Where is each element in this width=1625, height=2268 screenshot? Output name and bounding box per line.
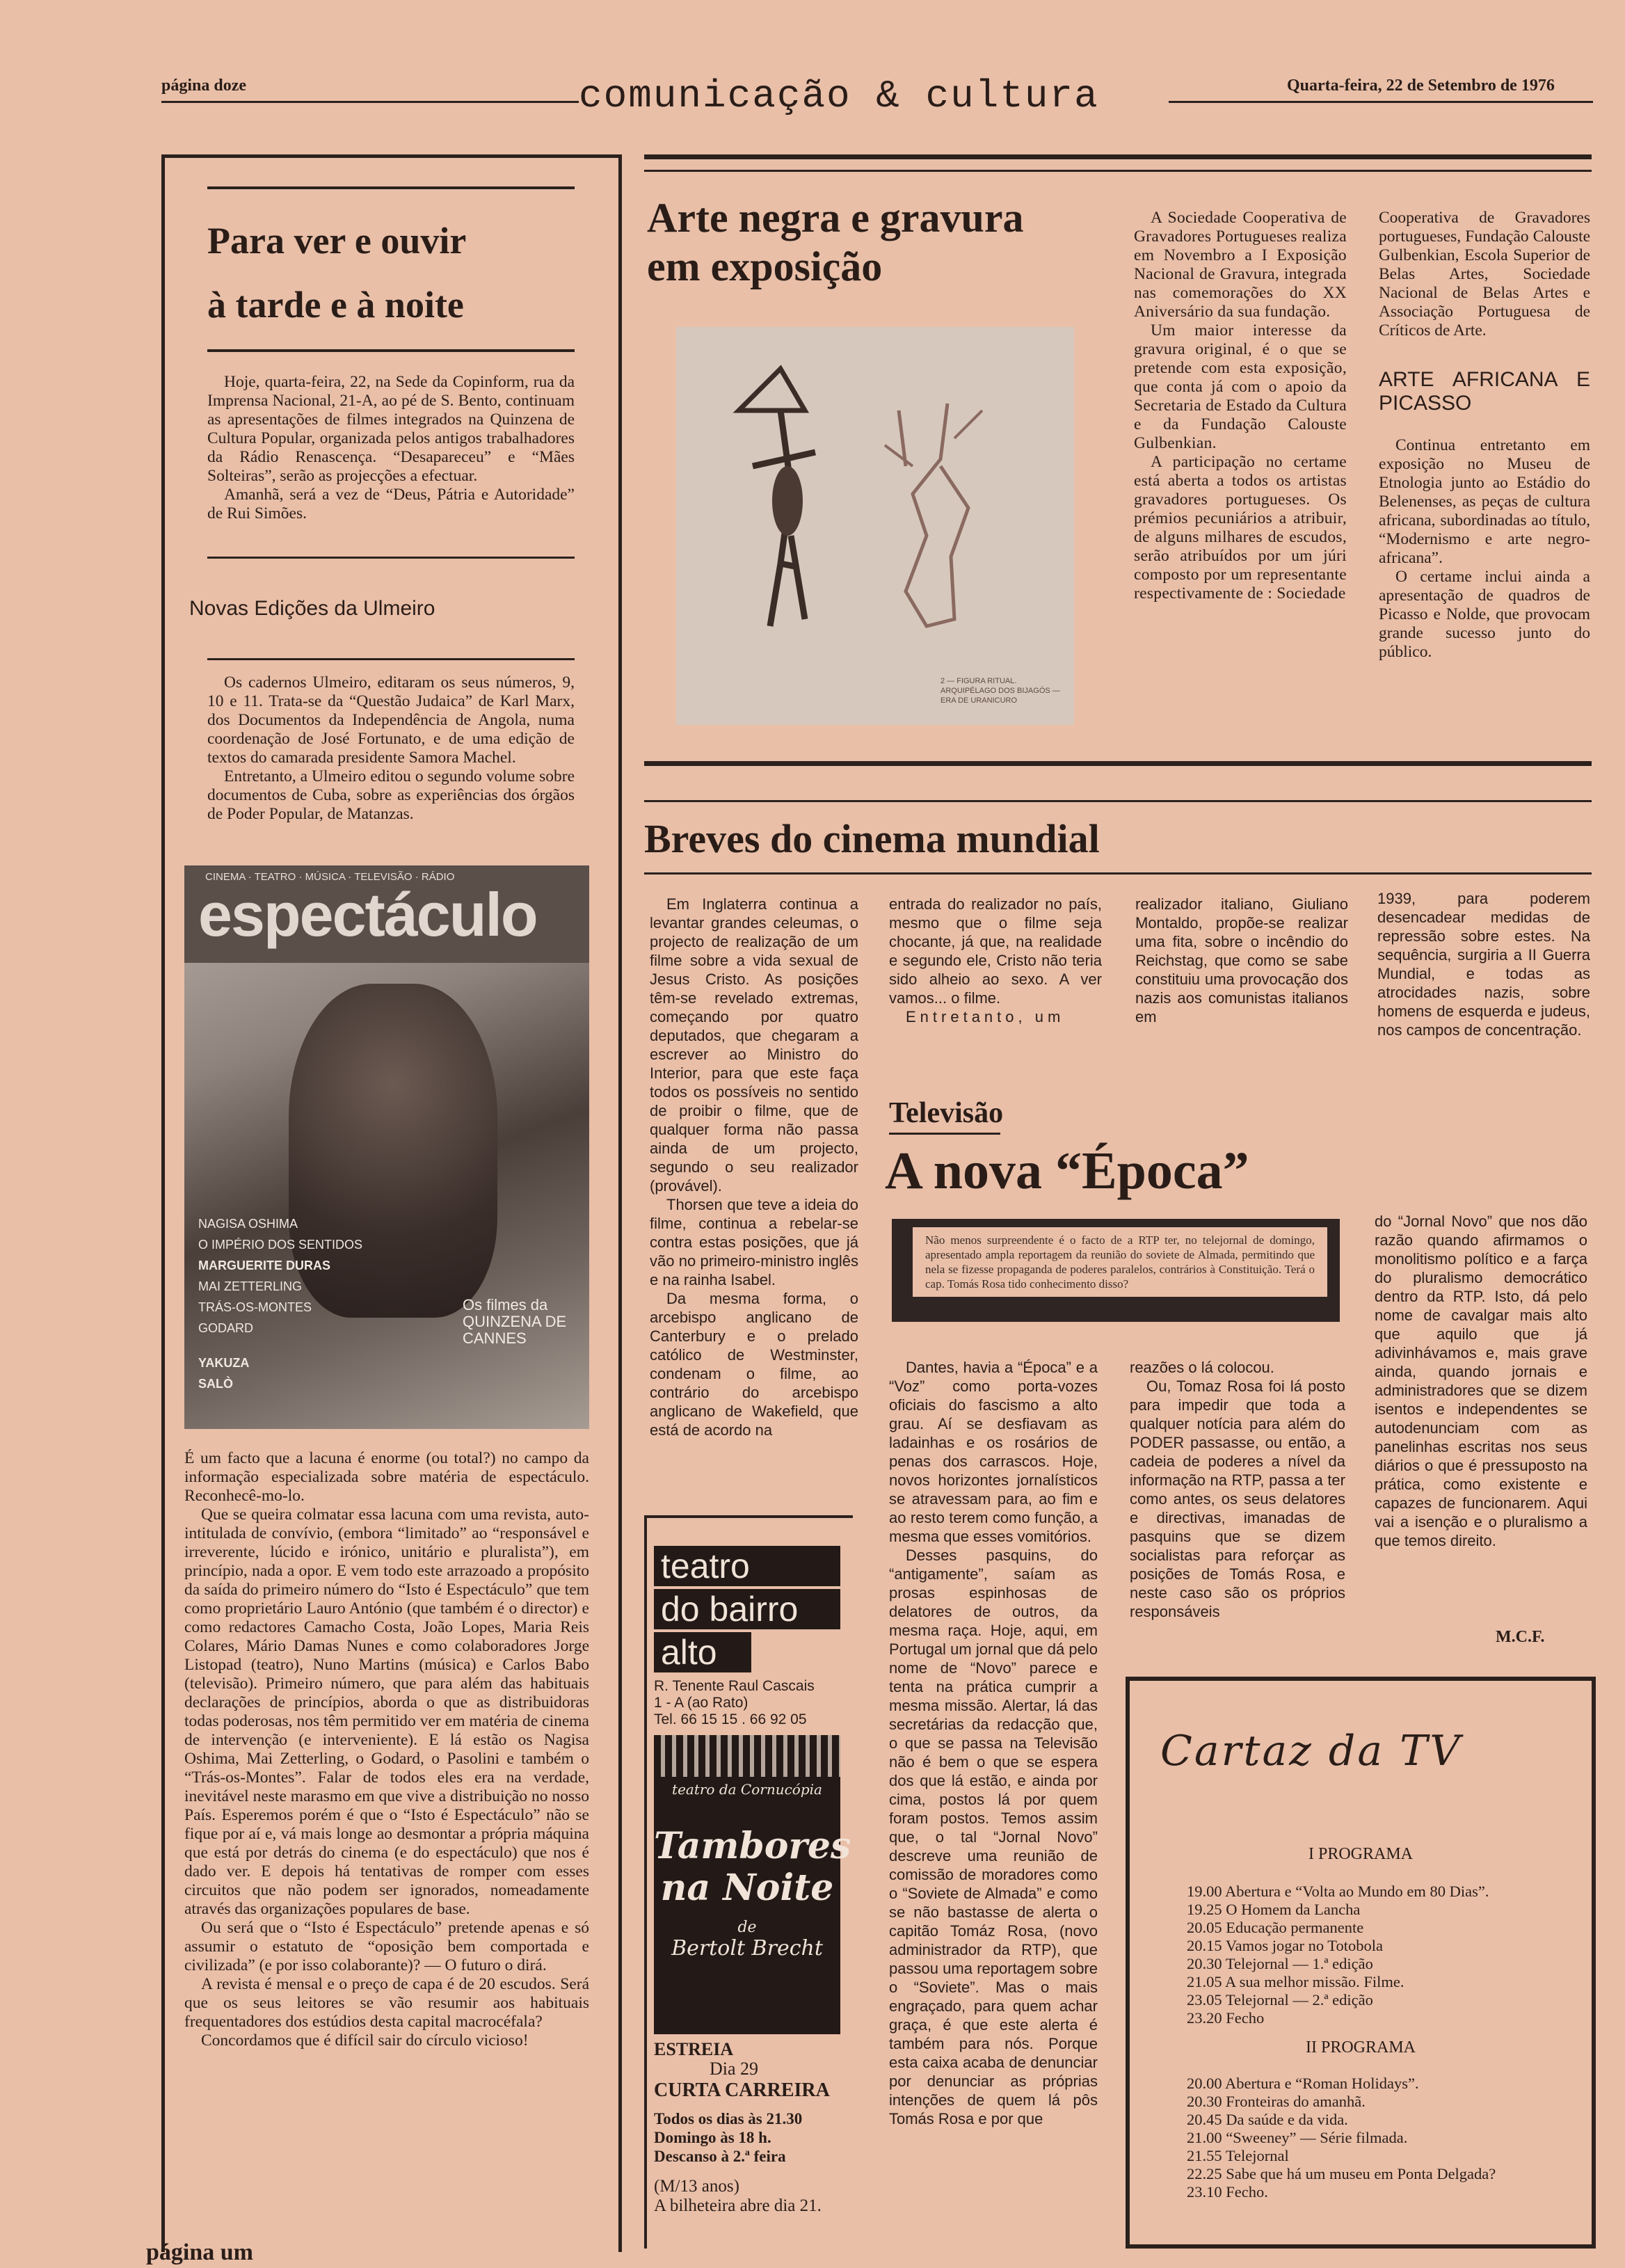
cinema-col4: [1377, 889, 1590, 1039]
title-line: à tarde e à noite: [207, 284, 464, 326]
cinema-col2: [889, 895, 1102, 1026]
article-title-ver-ouvir: [207, 209, 575, 337]
paragraph: do “Jornal Novo” que nos dão razão quando afirmamos o monolitismo político e a farça do pluralismo democrático dentro da RTP. Isto, dá pelo nome de cavalgar mais alto que aquilo que já adivinhávamos e, mais grave ainda, quando jornais e administradores que se dizem isentos e independentes se autodenunciam com as panelinhas escritas nos seus diários o que é pressuposto na prática, como existente e capazes de funcionarem. Aqui vai a isenção e o pluralismo a que temos direito.: [1375, 1213, 1587, 1549]
rule-thin: [644, 872, 1592, 875]
schedule-item: 19.25 O Homem da Lancha: [1187, 1901, 1361, 1918]
age-rating: (M/13 anos): [654, 2177, 739, 2196]
paragraph: O certame inclui ainda a apresentação de quadros de Picasso e Nolde, que provocam grande sucesso junto do público.: [1379, 568, 1590, 661]
paragraph: Ou, Tomaz Rosa foi lá posto para impedir que toda a qualquer notícia para além do PODER passasse, ou então, a cadeia de poderes a nível da informação na RTP, passa a ter como antes, os seus delatores e directivas, imanadas de pasquins que se dizem socialistas para reforçar as posições de Tomás Rosa, e neste caso são os próprios responsáveis: [1130, 1377, 1345, 1620]
paragraph: Hoje, quarta-feira, 22, na Sede da Copinform, rua da Imprensa Nacional, 21-A, ao pé de S. Bento, continuam as apresentações de filmes integrados na Quinzena de Cultura Popular, organizada pelos antigos trabalhadores da Rádio Renascença. “Desapareceu” e “Mães Solteiras”, serão as projecções a efectuar.: [207, 373, 575, 485]
schedule-item: 20.15 Vamos jogar no Totobola: [1187, 1937, 1383, 1954]
cover-feature-list: [198, 1213, 362, 1394]
arte-col2: [1379, 209, 1590, 662]
article-title-arte-negra: [647, 193, 1078, 291]
theatre-address: [654, 1678, 840, 1728]
paragraph: A Sociedade Cooperativa de Gravadores Portugueses realiza em Novembro a I Exposição Nacional de Gravura, integrada nas comemorações do XX Aniversário da sua fundação.: [1134, 209, 1347, 321]
estreia-label: ESTREIA: [654, 2039, 734, 2059]
cover-line: MAI ZETTERLING: [198, 1279, 303, 1293]
schedule-item: 23.05 Telejornal — 2.ª edição: [1187, 1991, 1373, 2009]
paragraph: A participação no certame está aberta a todos os artistas gravadores portugueses. Os prémios pecuniários a atribuir, de alguns milhares de escudos, serão atribuídos por um júri composto por um representante respectivamente de : Sociedade: [1134, 453, 1347, 602]
estreia-day: Dia 29: [710, 2059, 759, 2079]
ver-ouvir-body: [207, 373, 575, 523]
program-2-list: [1187, 2075, 1496, 2201]
play-de: de: [737, 1919, 757, 1936]
cover-line: CANNES: [463, 1329, 527, 1347]
paragraph: 1939, para poderem desencadear medidas de repressão sobre estes. Na sequência, surgiria a II Guerra Mundial, e todas as atrocidades nazis, sobre homens de esquerda e judeus, nos campos de concentração.: [1377, 890, 1590, 1039]
schedule-item: 23.10 Fecho.: [1187, 2183, 1268, 2201]
cover-line: TRÁS-OS-MONTES: [198, 1300, 312, 1314]
cover-line: NAGISA OSHIMA: [198, 1217, 298, 1231]
footer-fragment: página um: [146, 2239, 253, 2265]
schedule-item: 19.00 Abertura e “Volta ao Mundo em 80 Dias”.: [1187, 1883, 1489, 1900]
article-title-cinema: Breves do cinema mundial: [644, 816, 1100, 861]
address-line: R. Tenente Raul Cascais: [654, 1678, 815, 1694]
paragraph: Dantes, havia a “Época” e a “Voz” como porta-vozes oficiais do fascismo a alto grau. Aí se desfiavam as ladainhas e os rosários de penas dos carrascos. Hoje, novos horizontes jornalísticos se atravessam para, ao fim e ao resto terem como função, a mesma que esses vomitórios.: [889, 1359, 1098, 1545]
title-line: Tambores: [654, 1825, 851, 1867]
paragraph: A revista é mensal e o preço de capa é de 20 escudos. Será que os seus leitores se vão resumir aos habituais frequentadores dos estúdios desta capital macrocéfala?: [184, 1975, 589, 2031]
paragraph: entrada do realizador no país, mesmo que o filme seja chocante, já que, na realidade e segundo ele, Cristo não teria sido alheio ao sexo. A ver vamos... o filme.: [889, 895, 1102, 1007]
magazine-cover-photo: [184, 865, 589, 1429]
cover-top-line: CINEMA · TEATRO · MÚSICA · TELEVISÃO · RÁDIO: [205, 871, 455, 883]
cartaz-title: Cartaz da TV: [1160, 1727, 1462, 1775]
epoca-col2: [1130, 1358, 1345, 1621]
schedule-item: 20.00 Abertura e “Roman Holidays”.: [1187, 2075, 1419, 2092]
address-line: 1 - A (ao Rato): [654, 1695, 749, 1711]
paragraph: Continua entretanto em exposição no Museu de Etnologia junto ao Estádio do Belenenses, as peças de cultura africana, subordinadas ao título, “Modernismo e arte negro-africana”.: [1379, 436, 1590, 567]
epoca-col3: [1375, 1212, 1587, 1550]
play-title: [654, 1825, 851, 1909]
lead-text: Não menos surpreendente é o facto de a RTP ter, no telejornal de domingo, apresentado ampla reportagem da reunião do soviete de Almada, permitindo que nela se fizesse propaganda de poderes paralelos, contrários à Constituição. Terá o cap. Tomás Rosa tido conhecimento disso?: [913, 1227, 1327, 1297]
gravura-photo: [676, 327, 1074, 725]
paragraph: realizador italiano, Giuliano Montaldo, propõe-se realizar uma fita, sobre o incêndio do Reichstag, que como se sabe constituiu uma provocação dos nazis aos comunistas italianos em: [1135, 895, 1348, 1025]
cover-side-text: [463, 1297, 566, 1347]
theatre-name-line: teatro: [654, 1546, 840, 1586]
cover-line: O IMPÉRIO DOS SENTIDOS: [198, 1238, 363, 1252]
schedule-item: 21.55 Telejornal: [1187, 2147, 1289, 2164]
rule: [207, 186, 575, 189]
paragraph: Entretanto, a Ulmeiro editou o segundo volume sobre documentos de Cuba, sobre as experiências dos órgãos de Poder Popular, de Matanzas.: [207, 767, 575, 823]
cover-line: Os filmes da: [463, 1296, 548, 1313]
schedule-line: Descanso à 2.ª feira: [654, 2148, 786, 2165]
teatro-ad: [654, 1546, 851, 2216]
cover-masthead: espectáculo: [198, 880, 537, 949]
cinema-col1: [650, 895, 858, 1439]
issue-date: Quarta-feira, 22 de Setembro de 1976: [1287, 77, 1555, 95]
box-office: A bilheteira abre dia 21.: [654, 2196, 822, 2215]
paragraph: É um facto que a lacuna é enorme (ou total?) no campo da informação especializada sobre matéria de espectáculo. Reconhecê-mo-lo.: [184, 1449, 589, 1505]
rule: [207, 557, 575, 559]
cartaz-tv-box: [1126, 1677, 1596, 2249]
cover-line: YAKUZA: [198, 1356, 250, 1370]
schedule-item: 21.05 A sua melhor missão. Filme.: [1187, 1973, 1404, 1990]
play-poster: [654, 1735, 851, 2034]
header-rule-right: [1169, 101, 1593, 103]
title-line: Para ver e ouvir: [207, 220, 467, 262]
section-masthead: comunicação & cultura: [579, 74, 1099, 118]
paragraph: Thorsen que teve a ideia do filme, continua a rebelar-se contra estas posições, que já vão no primeiro-ministro inglês e na rainha Isabel.: [650, 1196, 858, 1288]
cover-line: SALÒ: [198, 1377, 234, 1391]
schedule-line: Domingo às 18 h.: [654, 2129, 771, 2146]
company-name: teatro da Cornucópia: [672, 1781, 822, 1798]
cover-line: QUINZENA DE: [463, 1313, 567, 1330]
subheading-arte-africana: ARTE AFRICANA E PICASSO: [1379, 368, 1590, 415]
title-line: na Noite: [660, 1867, 834, 1909]
title-line: Arte negra e gravura: [647, 195, 1024, 241]
page-number: página doze: [161, 77, 247, 95]
cinema-col3: [1135, 895, 1348, 1026]
schedule-item: 20.30 Telejornal — 1.ª edição: [1187, 1955, 1373, 1972]
paragraph: Um maior interesse da gravura original, é o que se pretende com esta exposição, que conta já com o apoio da Secretaria de Estado da Cultura e da Fundação Calouste Gulbenkian.: [1134, 321, 1347, 452]
paragraph: Entretanto, um: [906, 1008, 1065, 1025]
rule: [207, 349, 575, 352]
signature: M.C.F.: [1496, 1628, 1545, 1646]
schedule-line: Todos os dias às 21.30: [654, 2110, 803, 2127]
program-1-list: [1187, 1883, 1489, 2027]
rule: [889, 1133, 1000, 1135]
paragraph: Amanhã, será a vez de “Deus, Pátria e Autoridade” de Rui Simões.: [207, 486, 575, 522]
title-line: em exposição: [647, 243, 883, 289]
schedule-item: 20.45 Da saúde e da vida.: [1187, 2111, 1348, 2128]
paragraph: reazões o lá colocou.: [1130, 1359, 1274, 1376]
rule: [207, 658, 575, 660]
paragraph: Concordamos que é difícil sair do círculo vicioso!: [201, 2031, 529, 2050]
cover-line: MARGUERITE DURAS: [198, 1259, 331, 1272]
cover-line: GODARD: [198, 1321, 254, 1335]
african-figures-illustration: [676, 327, 1074, 725]
schedule-item: 20.05 Educação permanente: [1187, 1919, 1364, 1936]
theatre-name-line: alto: [654, 1632, 751, 1672]
curta-carreira: CURTA CARREIRA: [654, 2079, 830, 2101]
figures-illustration: [654, 1735, 840, 1777]
epoca-col1: [889, 1358, 1098, 2128]
espectaculo-body: [184, 1449, 589, 2050]
paragraph: Da mesma forma, o arcebispo anglicano de Canterbury e o prelado católico de Westminster, condenam o filme, ao contrário do arcebispo anglicano de Wakefield, que está de acordo na: [650, 1290, 858, 1439]
photo-caption: 2 — FIGURA RITUAL. ARQUIPÉLAGO DOS BIJAGÓS — ERA DE URANICURO: [940, 677, 1060, 705]
paragraph: Os cadernos Ulmeiro, editaram os seus números, 9, 10 e 11. Trata-se da “Questão Judaica” de Karl Marx, dos Documentos da Independência de Angola, numa coordenação de José Fortunato, e de uma edição de textos do camarada presidente Samora Machel.: [207, 673, 575, 767]
schedule-item: 20.30 Fronteiras do amanhã.: [1187, 2093, 1366, 2110]
schedule-item: 23.20 Fecho: [1187, 2009, 1265, 2027]
rule-thick: [644, 761, 1592, 766]
article-title-ulmeiro: Novas Edições da Ulmeiro: [189, 597, 435, 620]
lead-box: [892, 1219, 1340, 1322]
schedule-item: 21.00 “Sweeney” — Série filmada.: [1187, 2129, 1408, 2146]
article-title-epoca: A nova “Época”: [885, 1142, 1249, 1200]
program-2-title: II PROGRAMA: [1305, 2038, 1416, 2057]
paragraph: Desses pasquins, do “antigamente”, saíam as prosas espinhosas de delatores de outros, da mesma raça. Hoje, aqui, em Portugal um jornal que dá pelo nome de “Novo” parece e tenta na prática cumprir a mesma missão. Alertar, lá das secretárias da redacção que, o que se passa na Televisão não é bem o que se espera dos que lá estão, e ainda por cima, postos lá por quem foram postos. Temos assim que, o tal “Jornal Novo” descreve uma reunião de comissão de moradores como o “Soviete de Almada” e como se não bastasse de alerta o capitão Tomáz Rosa, (novo administrador da RTP), que passou uma reportagem sobre o “Soviete”. Mas o mais engraçado, para quem achar graça, é que este alerta é também para nós. Porque esta caixa acaba de denunciar por denunciar as próprias intenções de quem lá pôs Tomás Rosa e por que: [889, 1547, 1098, 2127]
ulmeiro-body: [207, 673, 575, 824]
arte-col1: [1134, 209, 1347, 603]
paragraph: Ou será que o “Isto é Espectáculo” pretende apenas e só assumir o estatuto de “oposição bem comportada e civilizada” (e por isso colaborante)? — O futuro o dirá.: [184, 1919, 589, 1974]
phone: Tel. 66 15 15 . 66 92 05: [654, 1711, 807, 1727]
paragraph: Que se queira colmatar essa lacuna com uma revista, auto-intitulada de convívio, (embora “limitado” ao “responsável e irreverente, lúcido e irónico, unitário e pluralista”), em princípio, nada a opor. E vem todo este arrazoado a propósito da saída do primeiro número do “Isto é Espectáculo” que tem como proprietário Lauro António (que também é o director) e como redactores Camacho Costa, João Lopes, Maria Reis Colares, Mário Damas Nunes e como colaboradores Jorge Listopad (teatro), Nuno Martins (música) e Carlos Babo (televisão). Primeiro número, que para além das habituais declarações de princípios, aborda o que as distribuidoras todas poderosas, nos têm permitido ver em matéria de cinema de intervenção (e interveniente). E lá estão os Nagisa Oshima, Mai Zetterling, o Godard, o Pasolini e também o “Trás-os-Montes”. Falar de todos eles era na verdade, inevitável neste marasmo em que vive a distribuição no nosso País. Esperemos porém é que o “Isto é Espectáculo” não se fique por aí e, vá mais longe ao desmontar a própria máquina que está por detrás do cinema (e do espectáculo) que nos é dado ver. E depois há tentativas de romper com esses circuitos que não podem ser ignorados, nomeadamente através das organizações populares de base.: [184, 1506, 589, 1918]
play-author: Bertolt Brecht: [671, 1936, 823, 1960]
schedule: [654, 2109, 840, 2166]
theatre-name-line: do bairro: [654, 1589, 840, 1629]
paragraph: Em Inglaterra continua a levantar grandes celeumas, o projecto de realização de um filme sobre a vida sexual de Jesus Cristo. As posições têm-se revelado extremas, começando por quatro deputados, que chegaram a escrever ao Ministro do Interior, para que este faça todos os possíveis no sentido de proibir o filme, que de qualquer forma não passa ainda de um projecto, segundo o seu realizador (provável).: [650, 895, 858, 1195]
rule-thick: [644, 154, 1592, 159]
header-rule-left: [161, 101, 579, 103]
section-label-televisao: Televisão: [889, 1097, 1004, 1129]
schedule-item: 22.25 Sabe que há um museu em Ponta Delgada?: [1187, 2165, 1496, 2182]
program-1-title: I PROGRAMA: [1308, 1845, 1414, 1863]
rule-thin: [644, 170, 1592, 172]
rule-thin: [644, 800, 1592, 802]
paragraph: Cooperativa de Gravadores portugueses, Fundação Calouste Gulbenkian, Escola Superior de Belas Artes, Sociedade Nacional de Belas Artes e Associação Portuguesa de Críticos de Arte.: [1379, 209, 1590, 340]
